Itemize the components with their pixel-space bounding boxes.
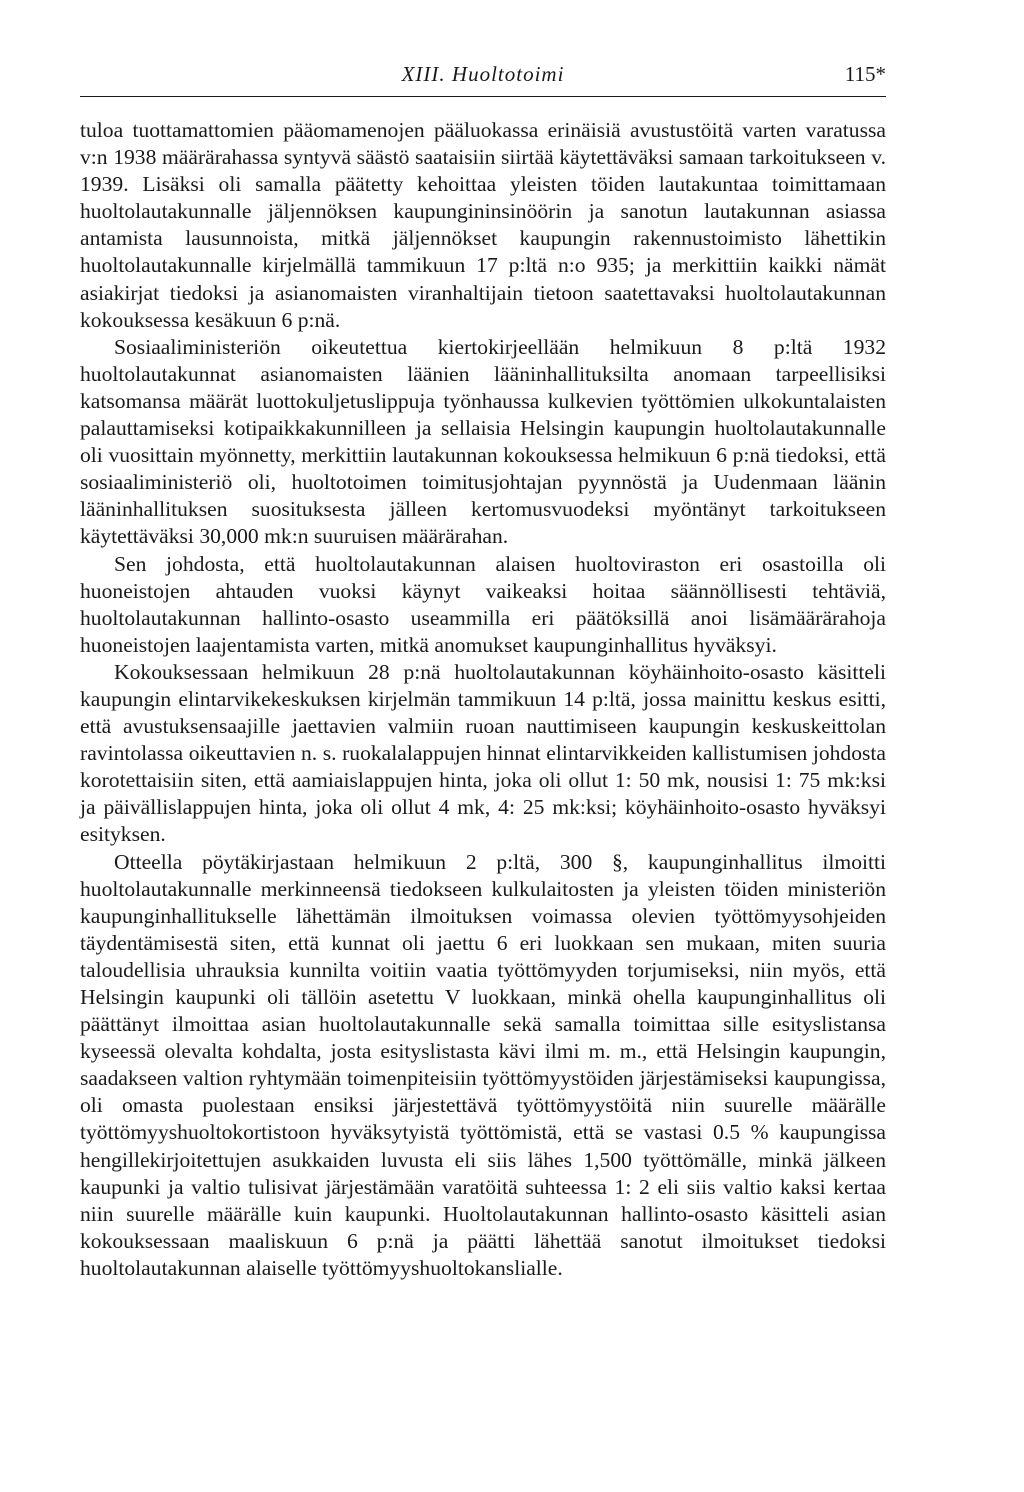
header-rule (80, 96, 886, 97)
paragraph-continuation: tuloa tuottamattomien pääomamenojen pääluokassa erinäisiä avustustöitä varten varatussa v:n 1938 määrärahassa syntyvä säästö saataisiin siirtää käytettäväksi samaan tarkoitukseen v. 1939. Lisäksi oli samalla päätetty kehoittaa yleisten töiden lautakuntaa toimittamaan huoltolautakunnalle jäljennöksen kaupungininsinöörin ja sanotun lautakunnan asiassa antamista lausunnoista, mitkä jäljennökset kaupungin rakennustoimisto lähettikin huoltolautakunnalle kirjelmällä tammikuun 17 p:ltä n:o 935; ja merkittiin kaikki nämät asiakirjat tiedoksi ja asianomaisten viranhaltijain tietoon saatettavaksi huoltolautakunnan kokouksessa kesäkuun 6 p:nä. (80, 118, 886, 332)
body-text (80, 117, 886, 1282)
paragraph-tyottomyysohjeet: Otteella pöytäkirjastaan helmikuun 2 p:ltä, 300 §, kaupunginhallitus ilmoitti huoltolautakunnalle merkinneensä tiedokseen kulkulaitosten ja yleisten töiden ministeriön kaupunginhallitukselle lähettämän ilmoituksen voimassa olevien työttömyysohjeiden täydentämisestä siten, että kunnat oli jaettu 6 eri luokkaan sen mukaan, miten suuria taloudellisia uhrauksia kunnilta voitiin vaatia työttömyyden torjumiseksi, niin myös, että Helsingin kaupunki oli tällöin asetettu V luokkaan, minkä ohella kaupunginhallitus oli päättänyt ilmoittaa asian huoltolautakunnalle sekä samalla toimittaa sille esityslistansa kyseessä olevalta kohdalta, josta esityslistasta kävi ilmi m. m., että Helsingin kaupungin, saadakseen valtion ryhtymään toimenpiteisiin työttömyystöiden järjestämiseksi kaupungissa, oli omasta puolestaan ensiksi järjestettävä työttömyystöitä niin suurelle määrälle työttömyyshuoltokortistoon hyväksytyistä työttömistä, että se vastasi 0.5 % kaupungissa hengillekirjoitettujen asukkaiden luvusta eli siis lähes 1,500 työttömälle, minkä jälkeen kaupunki ja valtio tulisivat järjestämään varatöitä suhteessa 1: 2 eli siis valtio kaksi kertaa niin suurelle määrälle kuin kaupunki. Huoltolautakunnan hallinto-osasto käsitteli asian kokouksessaan maaliskuun 6 p:nä ja päätti lähettää sanotut ilmoitukset tiedoksi huoltolautakunnan alaiselle työttömyyshuoltokanslialle. (80, 849, 886, 1280)
paragraph-sosiaaliministerio: Sosiaaliministeriön oikeutettua kiertokirjeellään helmikuun 8 p:ltä 1932 huoltolautakunnat asianomaisten läänien lääninhallituksilta anomaan tarpeellisiksi katsomansa määrät luottokuljetuslippuja työnhaussa kulkevien työttömien ulkokuntalaisten palauttamiseksi kotipaikkakunnilleen ja sellaisia Helsingin kaupungin huoltolautakunnalle oli vuosittain myönnetty, merkittiin lautakunnan kokouksessa helmikuun 6 p:nä tiedoksi, että sosiaaliministeriö oli, huoltotoimen toimitusjohtajan pyynnöstä ja Uudenmaan läänin lääninhallituksen suosituksesta jälleen kertomusvuodeksi myöntänyt tarkoitukseen käytettäväksi 30,000 mk:n suuruisen määrärahan. (80, 334, 886, 549)
paragraph-ruokalaliput: Kokouksessaan helmikuun 28 p:nä huoltolautakunnan köyhäinhoito-osasto käsitteli kaupungin elintarvikekeskuksen kirjelmän tammikuun 14 p:ltä, jossa mainittu keskus esitti, että avustuksensaajille jaettavien valmiin ruoan nauttimiseen kaupungin keskuskeittolan ravintolassa oikeuttavien n. s. ruokalalappujen hinnat elintarvikkeiden kallistumisen johdosta korotettaisiin siten, että aamiaislappujen hinta, joka oli ollut 1: 50 mk, nousisi 1: 75 mk:ksi ja päivällislappujen hinta, joka oli ollut 4 mk, 4: 25 mk:ksi; köyhäinhoito-osasto hyväksyi esityksen. (80, 659, 886, 847)
chapter-title: XIII. Huoltotoimi (401, 62, 565, 86)
page-number: 115* (844, 62, 886, 86)
running-head (80, 62, 886, 96)
paragraph-huoneistot: Sen johdosta, että huoltolautakunnan alaisen huoltoviraston eri osastoilla oli huoneistojen ahtauden vuoksi käynyt vaikeaksi hoitaa säännöllisesti tehtäviä, huoltolautakunnan hallinto-osasto useammilla eri päätöksillä anoi lisämäärärahoja huoneistojen laajentamista varten, mitkä anomukset kaupunginhallitus hyväksyi. (80, 551, 886, 657)
document-page (80, 62, 886, 1282)
